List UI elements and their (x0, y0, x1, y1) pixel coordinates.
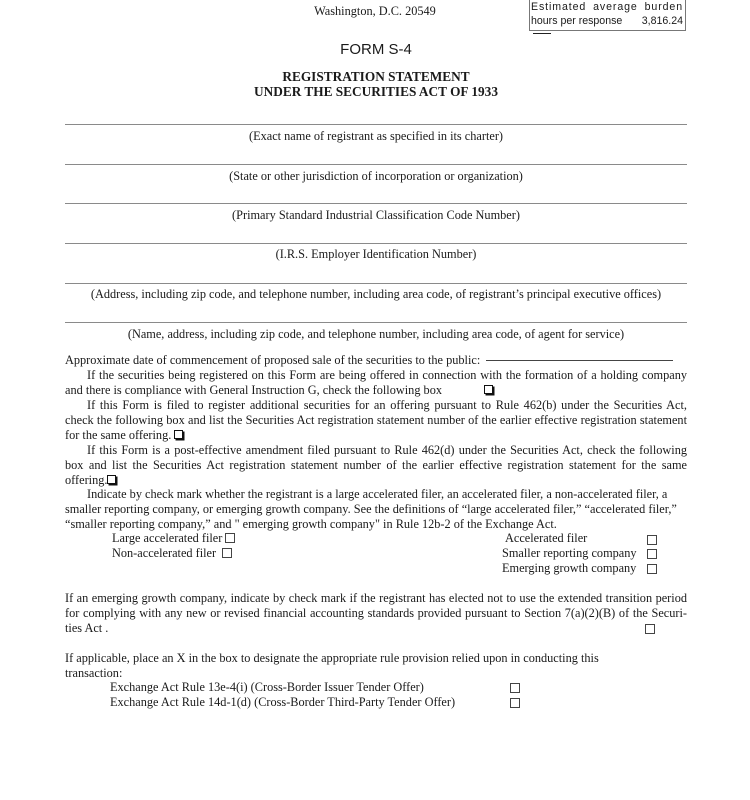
irs-ein-field[interactable] (65, 243, 687, 244)
accelerated-filer-option (505, 531, 587, 546)
holding-company-checkbox[interactable] (484, 385, 493, 394)
commencement-date-field[interactable] (486, 360, 673, 361)
transition-period-text: If an emerging growth company, indicate by check mark if the registrant has elected not to use the extended transition period for complying with any new or revised financial accounting standards provided pursuant to Section 7(a)(2)(B) of the Securi-ties Act . (65, 591, 687, 635)
smaller-reporting-company-checkbox[interactable] (647, 549, 657, 559)
rule-462b-text: If this Form is filed to register additional securities for an offering pursuant to Rule 462(b) under the Securities Act, check the following box and list the Securities Act registration statement number of the earlier effective registration statement for the same offering. (65, 398, 687, 442)
field-caption: (State or other jurisdiction of incorporation or organization) (229, 169, 523, 183)
option-label: Smaller reporting company (502, 546, 637, 560)
sic-code-field[interactable] (65, 203, 687, 204)
option-label: Large accelerated filer (112, 531, 223, 545)
commencement-label: Approximate date of commencement of proposed sale of the securities to the public: (65, 353, 481, 367)
non-accelerated-filer-option (112, 546, 232, 561)
smaller-reporting-company-option (502, 546, 637, 561)
large-accelerated-filer-option (112, 531, 235, 546)
rule-13e-4i-option: Exchange Act Rule 13e-4(i) (Cross-Border Issuer Tender Offer) (110, 680, 424, 694)
emerging-growth-company-checkbox[interactable] (647, 564, 657, 574)
burden-word: Estimated (531, 1, 587, 13)
agent-for-service-field[interactable] (65, 322, 687, 323)
principal-office-address-field[interactable] (65, 283, 687, 284)
field-caption: (Primary Standard Industrial Classification Code Number) (232, 208, 520, 222)
burden-estimate-box (529, 0, 686, 31)
option-label: Accelerated filer (505, 531, 588, 545)
field-caption: (Exact name of registrant as specified in its charter) (248, 129, 504, 143)
holding-company-text: If the securities being registered on this Form are being offered in connection with the formation of a holding company and there is compliance with General Instruction G, check the following box (65, 368, 687, 397)
rule-14d-1d-checkbox[interactable] (510, 698, 520, 708)
rule-462b-checkbox[interactable] (174, 430, 183, 439)
rule-462d-text: If this Form is a post-effective amendment filed pursuant to Rule 462(d) under the Securities Act, check the following box and list the Securities Act registration statement number of the earlier effective registration statement for the same offering. (65, 443, 687, 487)
emerging-growth-company-option (502, 561, 636, 576)
burden-line-1 (531, 1, 683, 13)
option-label: Non-accelerated filer (112, 546, 217, 560)
commencement-row (65, 353, 687, 368)
rule-provision-intro: If applicable, place an X in the box to designate the appropriate rule provision relied upon in conducting this transaction: (65, 651, 599, 680)
registrant-name-field[interactable] (65, 124, 687, 125)
large-accelerated-filer-checkbox[interactable] (225, 533, 235, 543)
option-label: Emerging growth company (502, 561, 637, 575)
field-caption: (Name, address, including zip code, and telephone number, including area code, of agent for service) (127, 327, 625, 341)
burden-word: burden (644, 1, 683, 13)
agency-address: Washington, D.C. 20549 (314, 4, 436, 18)
rule-462d-checkbox[interactable] (107, 475, 116, 484)
rule-13e-4i-checkbox[interactable] (510, 683, 520, 693)
holding-company-instruction (65, 368, 687, 398)
rule-462d-instruction (65, 443, 687, 488)
accelerated-filer-checkbox[interactable] (647, 535, 657, 545)
title-line-2: UNDER THE SECURITIES ACT OF 1933 (254, 83, 498, 99)
transition-period-checkbox[interactable] (645, 624, 655, 634)
form-title: FORM S-4 (340, 41, 412, 58)
field-caption: (Address, including zip code, and telephone number, including area code, of registrant’s principal executive offices) (90, 287, 662, 301)
burden-hours-value: 3,816.24 (641, 15, 683, 27)
filer-status-intro: Indicate by check mark whether the registrant is a large accelerated filer, an accelerated filer, a non-accelerated filer, a smaller reporting company, or emerging growth company. See the definitions of “large accelerated filer,” “accelerated filer,” “smaller reporting company,” and " emerging growth company" in Rule 12b-2 of the Exchange Act. (65, 487, 677, 531)
burden-word: average (593, 1, 638, 13)
rule-462b-instruction (65, 398, 687, 443)
title-line-1: REGISTRATION STATEMENT (282, 69, 470, 84)
leader-line (533, 33, 551, 34)
non-accelerated-filer-checkbox[interactable] (222, 548, 232, 558)
rule-14d-1d-option: Exchange Act Rule 14d-1(d) (Cross-Border Third-Party Tender Offer) (110, 695, 456, 709)
registration-title (0, 70, 750, 99)
field-caption: (I.R.S. Employer Identification Number) (275, 247, 477, 261)
jurisdiction-field[interactable] (65, 164, 687, 165)
burden-hours-label-text: hours per response (531, 15, 623, 27)
burden-line-2 (531, 15, 683, 39)
burden-hours-label (531, 15, 642, 39)
